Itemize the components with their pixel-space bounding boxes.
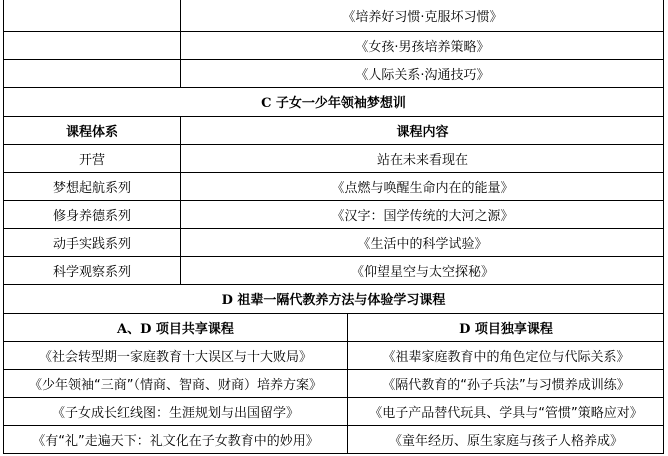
row-divider	[3, 228, 664, 229]
table-border-right	[663, 0, 664, 454]
exclusive-course-cell: 《隔代教育的“孙子兵法”与习惯养成训练》	[382, 377, 630, 393]
content-cell: 《汉字：国学传统的大河之源》	[331, 208, 514, 224]
content-cell: 《点燃与唤醒生命内在的能量》	[331, 180, 514, 196]
table-row	[3, 144, 664, 172]
section-d-title: D 祖辈一隔代教养方法与体验学习课程	[221, 293, 446, 308]
system-cell-empty	[3, 0, 181, 31]
content-cell: 《人际关系·沟通技巧》	[355, 67, 490, 83]
shared-course-cell: 《少年领袖“三商”（情商、智商、财商）培养方案》	[29, 377, 322, 393]
row-divider	[3, 369, 664, 370]
row-divider	[3, 256, 664, 257]
table-row	[3, 0, 664, 31]
system-cell-empty	[3, 59, 181, 87]
row-divider	[3, 284, 664, 285]
exclusive-course-cell: 《电子产品替代玩具、学具与“管惯”策略应对》	[369, 405, 643, 421]
system-cell-empty	[3, 31, 181, 59]
section-c-header-row	[3, 116, 664, 144]
system-cell: 开营	[78, 152, 105, 168]
content-cell: 《女孩·男孩培养策略》	[355, 39, 490, 55]
table-row	[3, 228, 664, 256]
column-divider	[347, 313, 348, 454]
section-d-header-row	[3, 313, 664, 341]
column-header-system: 课程体系	[65, 124, 118, 140]
table-border-bottom	[3, 453, 664, 454]
exclusive-course-cell: 《祖辈家庭教育中的角色定位与代际关系》	[382, 349, 630, 365]
row-divider	[3, 59, 664, 60]
course-table	[3, 0, 664, 456]
table-row	[3, 397, 664, 425]
column-divider	[180, 0, 181, 87]
shared-course-cell: 《社会转型期一家庭教育十大误区与十大败局》	[38, 349, 312, 365]
system-cell: 科学观察系列	[52, 264, 131, 280]
row-divider	[3, 200, 664, 201]
table-row	[3, 31, 664, 59]
content-cell: 站在未来看现在	[376, 152, 468, 168]
table-row	[3, 369, 664, 397]
row-divider	[3, 116, 664, 117]
content-cell: 《生活中的科学试验》	[357, 236, 488, 252]
table-row	[3, 59, 664, 87]
row-divider	[3, 172, 664, 173]
system-cell: 梦想起航系列	[52, 180, 131, 196]
system-cell: 修身养德系列	[52, 208, 131, 224]
exclusive-course-cell: 《童年经历、原生家庭与孩子人格养成》	[388, 434, 623, 449]
column-header-shared: A、D 项目共享课程	[117, 321, 234, 337]
shared-course-cell: 《子女成长红线图：生涯规划与出国留学》	[51, 405, 299, 421]
row-divider	[3, 341, 664, 342]
table-row	[3, 341, 664, 369]
table-row	[3, 425, 664, 454]
row-divider	[3, 425, 664, 426]
system-cell: 动手实践系列	[52, 236, 131, 252]
column-header-exclusive: D 项目独享课程	[459, 321, 553, 337]
section-c-title: C 子女一少年领袖梦想训	[261, 96, 406, 111]
column-header-content: 课程内容	[396, 124, 449, 140]
shared-course-cell: 《有“礼”走遍天下：礼文化在子女教育中的妙用》	[32, 434, 319, 449]
content-cell: 《培养好习惯·克服坏习惯》	[342, 10, 503, 25]
table-row	[3, 256, 664, 284]
row-divider	[3, 87, 664, 88]
table-row	[3, 200, 664, 228]
table-border-left	[3, 0, 4, 454]
row-divider	[3, 144, 664, 145]
section-d-title-row	[3, 284, 664, 313]
row-divider	[3, 397, 664, 398]
content-cell: 《仰望星空与太空探秘》	[350, 264, 494, 280]
row-divider	[3, 31, 664, 32]
table-row	[3, 172, 664, 200]
section-c-title-row	[3, 87, 664, 116]
row-divider	[3, 313, 664, 314]
